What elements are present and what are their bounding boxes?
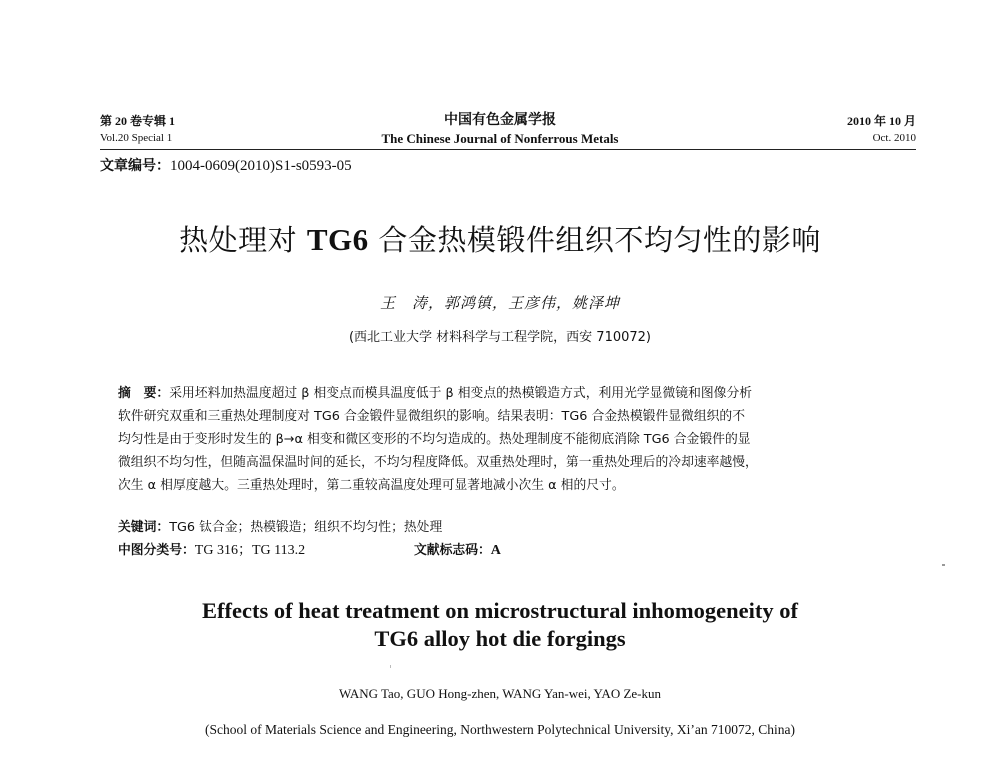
affiliation-cn: (西北工业大学 材料科学与工程学院，西安 710072) [348,330,652,345]
article-number-label: 文章编号： [100,158,170,174]
paper-title-en [0,597,1000,653]
title-en-line-1: Effects of heat treatment on microstructural inhomogeneity of [202,598,798,623]
abstract-line-1 [118,382,898,405]
clc-number [118,539,305,559]
clc-value: TG 316；TG 113.2 [194,543,306,558]
title-cn-part3: 合金热模锻件组织不均匀性的影响 [368,223,821,257]
affiliation-en: (School of Materials Science and Engineering, Northwestern Polytechnical University, Xi’an 710072, China) [205,722,795,737]
authors-en: WANG Tao, GUO Hong-zhen, WANG Yan-wei, YAO Ze-kun [339,686,661,701]
abstract-line-5: 次生 α 相厚度越大。三重热处理时，第二重较高温度处理可显著地减小次生 α 相的尺寸。 [118,478,625,493]
abstract-line-2: 软件研究双重和三重热处理制度对 TG6 合金锻件显微组织的影响。结果表明：TG6 合金热模锻件显微组织的不 [118,409,746,424]
abstract-line-1-text: 采用坯料加热温度超过 β 相变点而模具温度低于 β 相变点的热模锻造方式，利用光学显微镜和图像分析 [169,386,753,401]
abstract-label: 摘 要： [118,386,170,401]
abstract-cn [118,382,898,497]
article-number [100,155,352,175]
document-code-value: A [490,543,501,558]
keywords-cn [118,516,442,535]
abstract-line-3: 均匀性是由于变形时发生的 β→α 相变和微区变形的不均匀造成的。热处理制度不能彻底消除 TG6 合金锻件的显 [118,432,751,447]
title-cn-alloy: TG6 [306,222,369,257]
scan-artifact [942,564,945,566]
document-code-label: 文献标志码： [414,543,491,558]
title-cn-part1: 热处理对 [179,223,307,257]
journal-name-en: The Chinese Journal of Nonferrous Metals [381,131,619,146]
article-number-value: 1004-0609(2010)S1-s0593-05 [170,158,352,174]
issue-date-cn: 2010 年 10 月 [846,114,916,128]
keywords-label: 关键词： [118,520,170,535]
paper-title-cn [0,218,1000,259]
authors-cn: 王 涛，郭鸿镇，王彦伟，姚泽坤 [379,294,620,312]
keywords-value: TG6 钛合金；热模锻造；组织不均匀性；热处理 [169,520,443,535]
journal-name-cn: 中国有色金属学报 [444,112,556,128]
clc-label: 中图分类号： [118,543,195,558]
volume-issue-en: Vol.20 Special 1 [100,132,173,144]
scan-artifact [390,665,391,668]
abstract-line-4: 微组织不均匀性，但随高温保温时间的延长，不均匀程度降低。双重热处理时，第一重热处理后的冷却速率越慢， [118,455,758,470]
header-rule [100,149,916,150]
issue-date-en: Oct. 2010 [872,132,916,144]
volume-issue-cn: 第 20 卷专辑 1 [100,114,176,128]
title-en-line-2: TG6 alloy hot die forgings [374,626,626,651]
document-code [414,539,501,559]
